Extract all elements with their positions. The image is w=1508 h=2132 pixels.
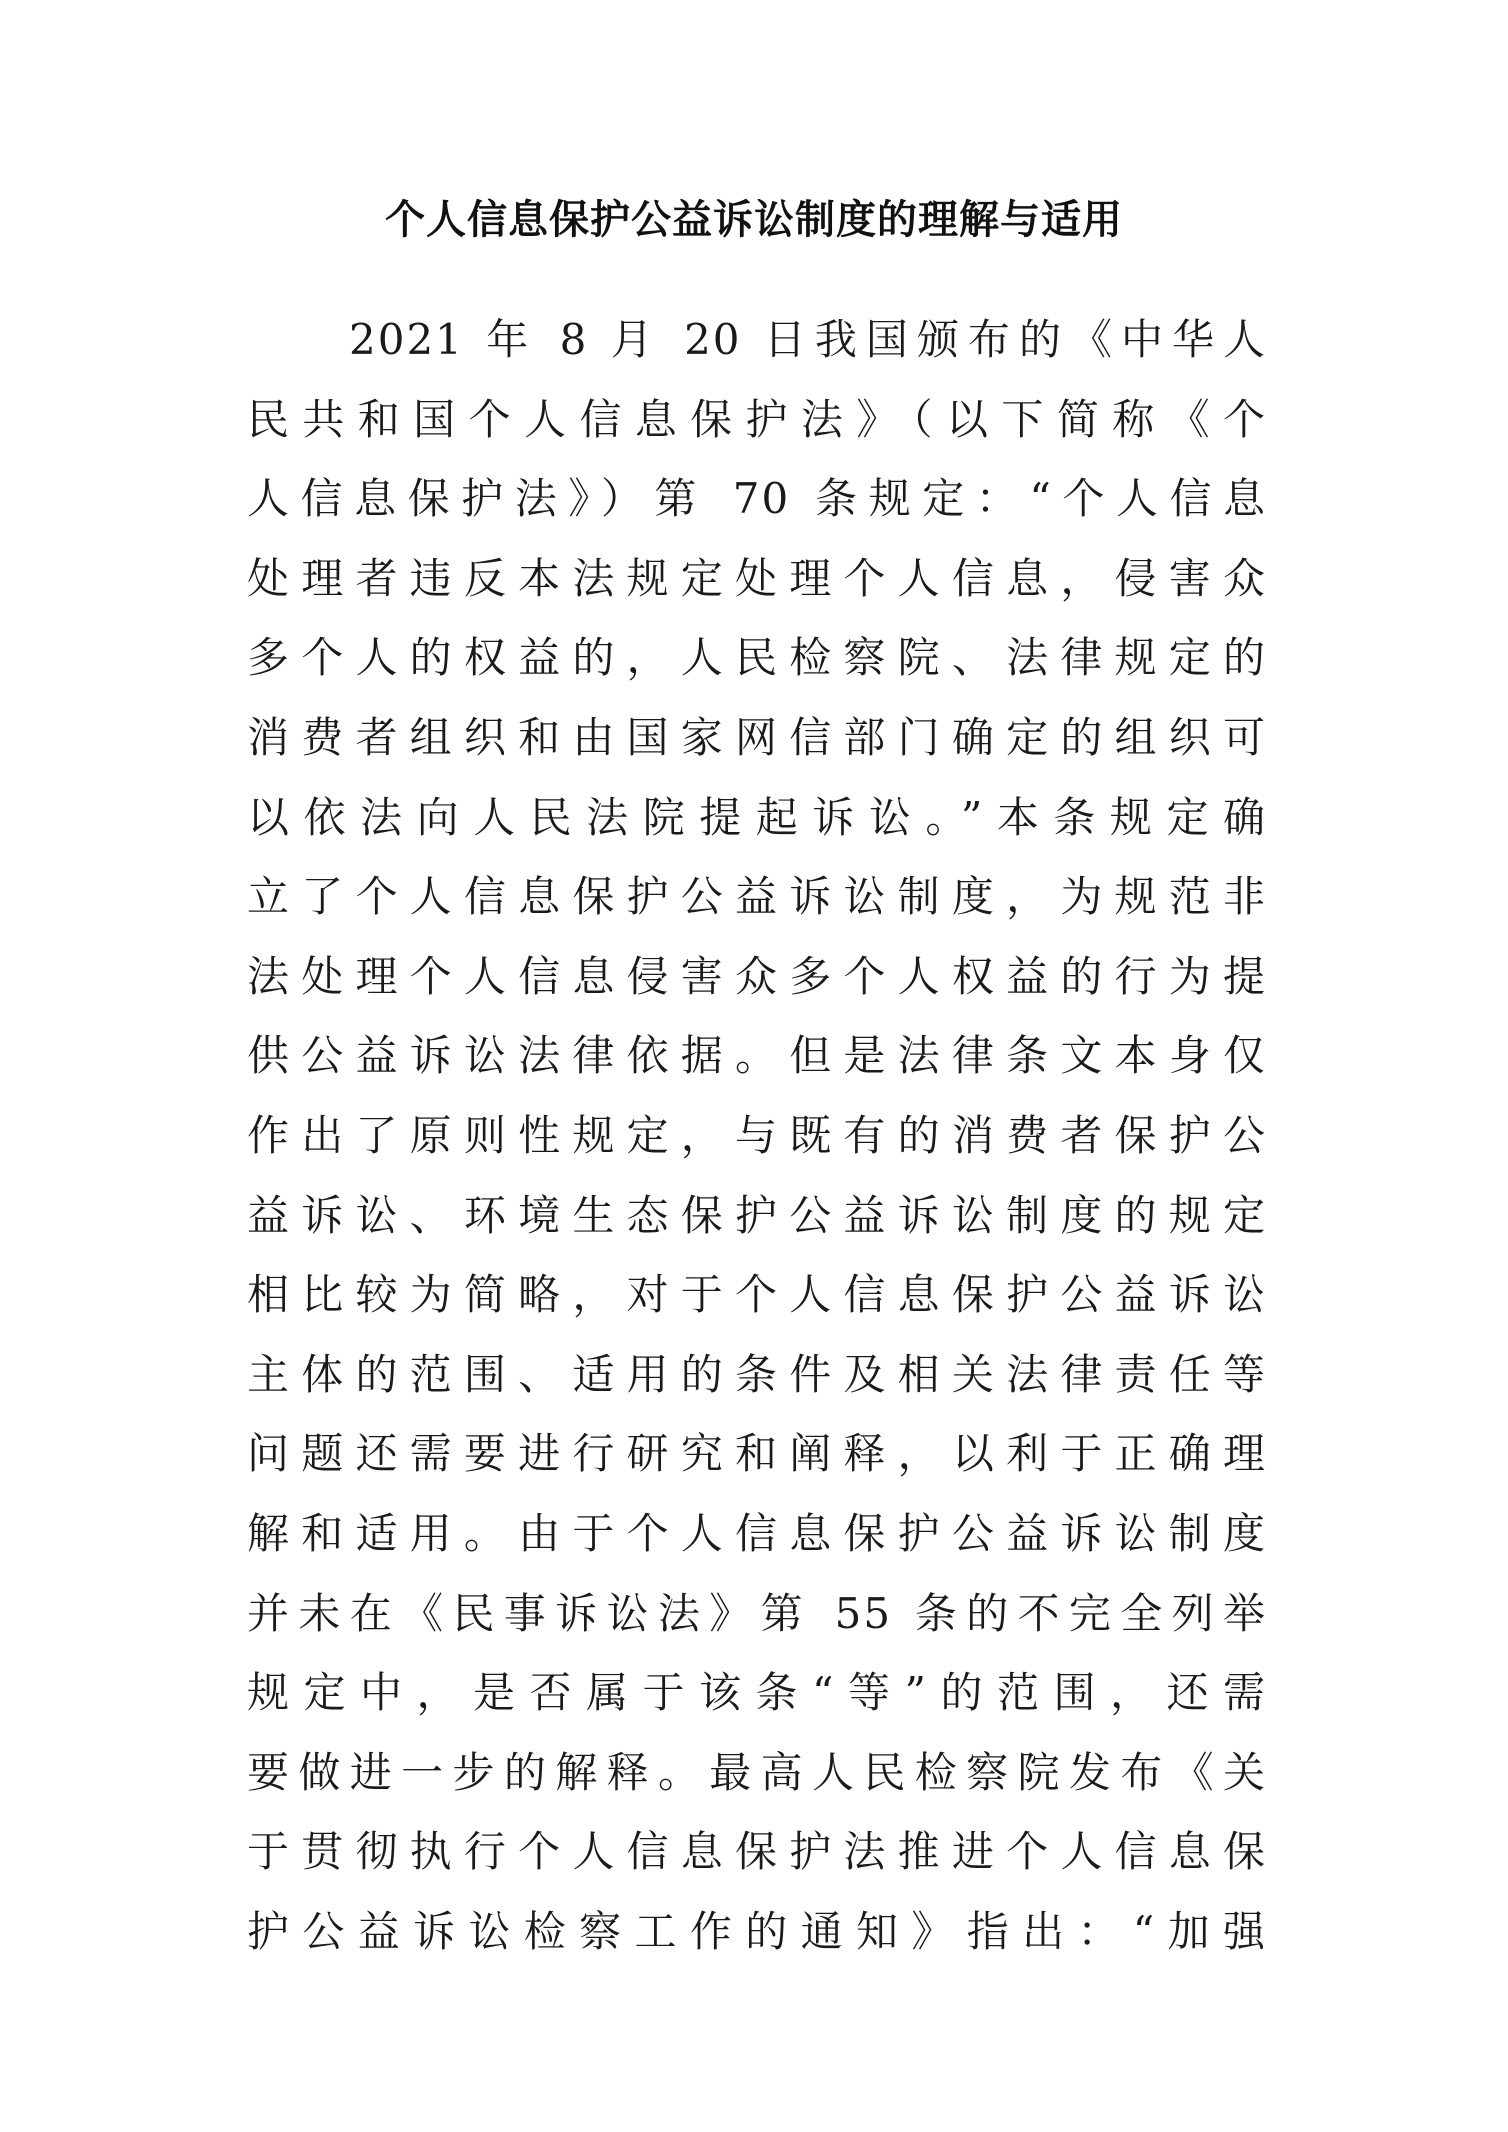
text-line: 消费者组织和由国家网信部门确定的组织可	[247, 712, 1267, 762]
text-line: 作出了原则性规定，与既有的消费者保护公	[247, 1110, 1267, 1160]
text-line: 并未在《民事诉讼法》第 55 条的不完全列举	[247, 1588, 1267, 1638]
text-line: 法处理个人信息侵害众多个人权益的行为提	[247, 951, 1267, 1001]
body-paragraph	[247, 300, 1267, 1971]
text-line: 规定中，是否属于该条“等”的范围，还需	[247, 1668, 1267, 1718]
text-line: 要做进一步的解释。最高人民检察院发布《关	[247, 1747, 1267, 1797]
text-line: 处理者违反本法规定处理个人信息，侵害众	[247, 553, 1267, 603]
text-line: 问题还需要进行研究和阐释，以利于正确理	[247, 1429, 1267, 1479]
text-line: 于贯彻执行个人信息保护法推进个人信息保	[247, 1827, 1267, 1877]
text-line: 解和适用。由于个人信息保护公益诉讼制度	[247, 1508, 1267, 1558]
text-line: 相比较为简略，对于个人信息保护公益诉讼	[247, 1270, 1267, 1320]
text-line: 以依法向人民法院提起诉讼。”本条规定确	[247, 792, 1267, 842]
text-line: 供公益诉讼法律依据。但是法律条文本身仅	[247, 1031, 1267, 1081]
text-line: 护公益诉讼检察工作的通知》指出：“加强	[247, 1906, 1267, 1956]
text-line: 益诉讼、环境生态保护公益诉讼制度的规定	[247, 1190, 1267, 1240]
text-line: 多个人的权益的，人民检察院、法律规定的	[247, 633, 1267, 683]
text-line: 民共和国个人信息保护法》（以下简称《个	[247, 394, 1267, 444]
document-title: 个人信息保护公益诉讼制度的理解与适用	[385, 197, 1123, 243]
text-line: 主体的范围、适用的条件及相关法律责任等	[247, 1349, 1267, 1399]
text-line: 人信息保护法》）第 70 条规定：“个人信息	[247, 474, 1267, 524]
text-line: 2021 年 8 月 20 日我国颁布的《中华人	[349, 315, 1267, 364]
text-line: 立了个人信息保护公益诉讼制度，为规范非	[247, 872, 1267, 922]
